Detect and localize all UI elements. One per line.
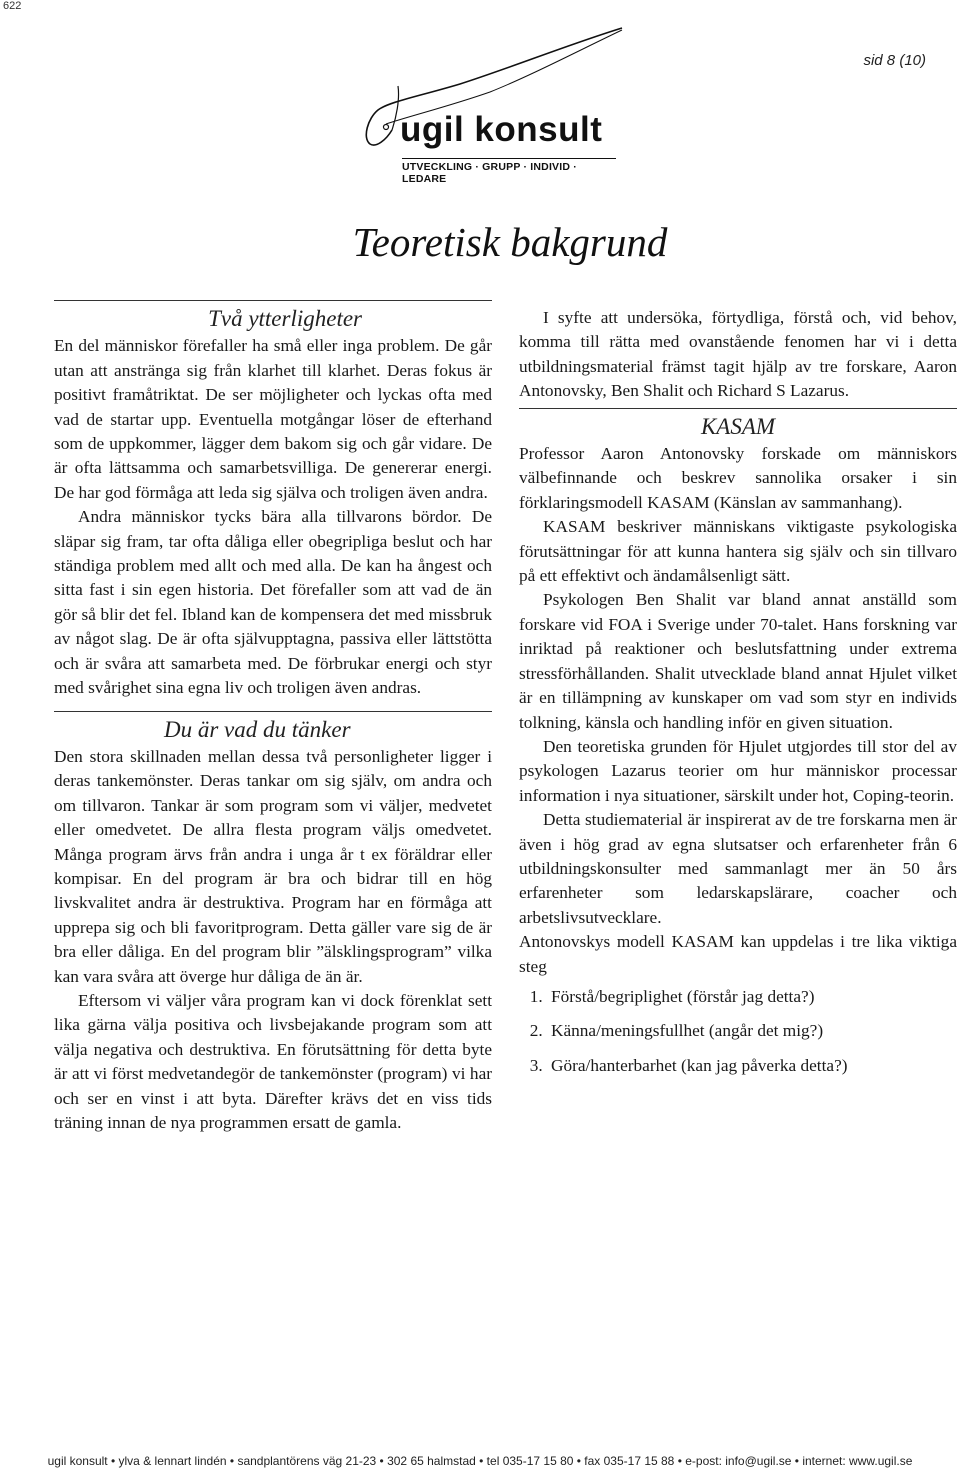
list-item: 1. Förstå/begriplighet (förstår jag detta?) bbox=[547, 985, 957, 1009]
paragraph: Psykologen Ben Shalit var bland annat anställd som forskare vid FOA i Sverige under 70-talet. Hans forskning var inriktad på reaktioner och beslutsfattning under extrema stressförhållanden. Shalit utvecklade bland annat Hjulet vilket är en tillämpning av kunskaper om vad som styr en individs tolkning, känsla och handling inför en given situation. bbox=[519, 590, 957, 732]
paragraph: Eftersom vi väljer våra program kan vi dock förenklat sett lika gärna välja positiva och livsbejakande program som att välja negativa och destruktiva. En förutsättning för detta byte är att vi först medvetandegör de tankemönster (program) vi har och ser en vinst i att byta. Därefter krävs det en viss tids träning innan de nya programmen ersatt de gamla. bbox=[54, 990, 492, 1132]
paragraph: En del människor förefaller ha små eller inga problem. De går utan att anstränga sig från klarhet till klarhet. Deras fokus är positivt framåtriktat. De ser möjligheter och lyckas ofta med vad de startar upp. Eventuella motgångar löser de efterhand som de uppkommer, lägger dem bakom sig och går vidare. De är ofta lättsamma och samarbetsvilliga. De genererar energi. De har god förmåga att leda sig själva och troligen även andra. bbox=[54, 336, 492, 502]
document-number: 622 bbox=[3, 0, 22, 12]
paragraph: Professor Aaron Antonovsky forskade om människors välbefinnande och beskrev sannolika orsaker i sin förklaringsmodell KASAM (Känslan av sammanhang). bbox=[519, 444, 957, 512]
paragraph: Den stora skillnaden mellan dessa två personligheter ligger i deras tankemönster. Deras tankar om sig själv, om andra och om tillvaron. Tankar är som program som vi väljer, medvetet eller omedvetet. De allra flesta program väljs omedvetet. Många program ärvs från andra i unga år t ex föräldrar eller kompisar. En del program är bra och bidrar till en hög livskvalitet andra är destruktiva. Program har en förmåga att upprepa sig och bli favoritprogram. Detta gäller vare sig de är bra eller dåliga. En del program blir ”älsklingsprogram” vilka kan vara svåra att överge hur dåliga de än är. bbox=[54, 746, 492, 986]
logo-tagline: UTVECKLING · GRUPP · INDIVID · LEDARE bbox=[402, 158, 616, 185]
page-number: sid 8 (10) bbox=[863, 52, 926, 69]
kasam-steps-list bbox=[519, 985, 957, 1078]
right-column bbox=[519, 306, 957, 1088]
company-logo bbox=[340, 26, 630, 185]
page-title: Teoretisk bakgrund bbox=[352, 219, 668, 265]
list-item: 2. Känna/meningsfullhet (angår det mig?) bbox=[547, 1019, 957, 1043]
section-heading-kasam: KASAM bbox=[519, 408, 957, 442]
paragraph: KASAM beskriver människans viktigaste psykologiska förutsättningar för att kunna hantera sig själv och sin tillvaro på ett effektivt och ändamålsenligt sätt. bbox=[519, 517, 957, 586]
list-item: 3. Göra/hanterbarhet (kan jag påverka detta?) bbox=[547, 1054, 957, 1078]
paragraph: Detta studiematerial är inspirerat av de tre forskarna men är även i hög grad av egna slutsatser och erfarenheter från 6 utbildningskonsulter med sammanlagt mer än 50 års erfarenheter som ledarskapslärare, coacher och arbetslivsutvecklare. bbox=[519, 810, 957, 927]
paragraph: Antonovskys modell KASAM kan uppdelas i tre lika viktiga steg bbox=[519, 932, 957, 976]
footer-contact: ugil konsult • ylva & lennart lindén • sandplantörens väg 21-23 • 302 65 halmstad • tel 035-17 15 80 • fax 035-17 15 88 • e-post: info@ugil.se • internet: www.ugil.se bbox=[47, 1454, 913, 1468]
paragraph: Andra människor tycks bära alla tillvarons bördor. De släpar sig fram, tar ofta dåliga eller obegripliga beslut och har ständiga problem med allt och med alla. De kan ha ångest och sitta fast i sin egen historia. Det förefaller som att vad de än gör så blir det fel. Ibland kan de kompensera det med missbruk av något slag. De är ofta självupptagna, passiva eller lättstötta och är svåra att samarbeta med. De förbrukar energi och styr med svårighet sina egna liv och troligen även andras. bbox=[54, 507, 492, 698]
paragraph: Den teoretiska grunden för Hjulet utgjordes till stor del av psykologen Lazarus teorier om hur människor processar information i nya situationer, särskilt under hot, Coping-teorin. bbox=[519, 736, 957, 805]
section-heading-you-are-what-you-think: Du är vad du tänker bbox=[54, 711, 492, 745]
intro-paragraph: I syfte att undersöka, förtydliga, förstå och, vid behov, komma till rätta med ovanstående fenomen har vi i detta utbildningsmaterial främst tagit hjälp av tre forskare, Aaron Antonovsky, Ben Shalit och Richard S Lazarus. bbox=[519, 308, 957, 401]
section-heading-two-extremes: Två ytterligheter bbox=[54, 300, 492, 334]
logo-name: ugil konsult bbox=[400, 110, 603, 149]
left-column bbox=[54, 300, 492, 1135]
